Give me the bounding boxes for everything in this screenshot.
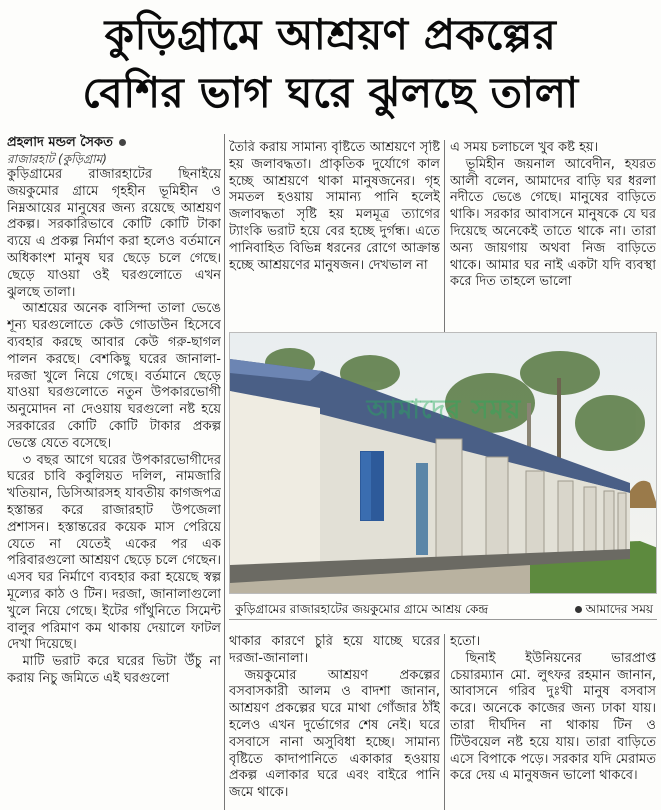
paragraph: ৩ বছর আগে ঘরের উপকারভোগীদের ঘরের চাবি কবুলিয়ত দলিল, নামজারি খতিয়ান, ডিসিআরসহ যাবতীয় কাগজপত্র হস্তান্তর করে রাজারহাট উপজেলা প্রশাসন। হস্তান্তরের কয়েক মাস পেরিয়ে যেতে না যেতেই একের পর এক পরিবারগুলো আশ্রয়ণ ছেড়ে চলে গেছেন। এসব ঘর নির্মাণে ব্যবহার করা হয়েছে স্বল্প মূল্যের কাঠ ও টিন। দরজা, জানালাগুলো খুলে নিয়ে গেছে। ইটের গাঁথুনিতে সিমেন্ট বালুর পরিমাণ কম থাকায় দেয়ালে ফাটল দেখা দিয়েছে। — [7, 452, 221, 653]
column-divider — [224, 134, 225, 810]
article-column-2-bottom — [229, 634, 440, 810]
caption-text: কুড়িগ্রামের রাজারহাটের জয়কুমোর গ্রামে আশ্রয় কেন্দ্র — [235, 602, 489, 616]
column-divider — [444, 634, 445, 810]
watermark-logo: আমাদের সময় — [366, 395, 522, 425]
paragraph: মাটি ভরাট করে ঘরের ভিটা উঁচু না করায় নিচু জমিতে এই ঘরগুলো — [7, 654, 221, 686]
news-photo — [229, 332, 657, 594]
paragraph: এ সময় চলাচলে খুব কষ্ট হয়। — [450, 140, 599, 155]
headline-line-1: কুড়িগ্রামে আশ্রয়ণ প্রকল্পের — [104, 10, 557, 59]
paragraph: থাকার কারণে চুরি হয়ে যাচ্ছে ঘরের দরজা-জানালা। — [229, 634, 440, 666]
paragraph: জয়কুমোর আশ্রয়ণ প্রকল্পের বসবাসকারী আলম ও বাদশা জানান, আশ্রয়ণ প্রকল্পের ঘরে মাথা গোঁজার ঠাঁই হলেও এখন দুর্ভোগের শেষ নেই। ঘরে বসবাসে নানা অসুবিধা হচ্ছে। সামান্য বৃষ্টিতে কাদাপানিতে একাকার হওয়ায় প্রকল্প এলাকার ঘরে এবং বাইরে পানি জমে থাকে। — [229, 667, 440, 801]
credit-text: আমাদের সময় — [585, 602, 653, 616]
byline — [7, 134, 221, 151]
headline-line-2: বেশির ভাগ ঘরে ঝুলছে তালা — [82, 68, 579, 117]
article-column-3 — [450, 140, 656, 336]
article-column-2 — [229, 140, 440, 336]
paragraph: হতো। — [450, 634, 481, 649]
article-column-1 — [7, 134, 221, 810]
photo-credit — [575, 598, 653, 620]
paragraph: আশ্রয়ের অনেক বাসিন্দা তালা ভেঙে শূন্য ঘরগুলোতে কেউ গোডাউন হিসেবে ব্যবহার করছে আবার কেউ গরু-ছাগল পালন করছে। বেশকিছু ঘরের জানালা-দরজা খুলে নিয়ে গেছে। বর্তমানে ছেড়ে যাওয়া ঘরগুলোতে নতুন উপকারভোগী অনুমোদন না দেওয়ায় ঘরগুলো নষ্ট হয়ে সরকারের কোটি কোটি টাকার প্রকল্প ভেস্তে যেতে বসেছে। — [7, 301, 221, 451]
column-divider — [444, 140, 445, 336]
paragraph: ভূমিহীন জয়নাল আবেদীন, হযরত আলী বলেন, আমাদের বাড়ি ঘর ধরলা নদীতে ভেঙে গেছে। মানুষের বাড়িতে থাকি। সরকার আবাসনে মানুষকে যে ঘর দিয়েছে অনেকেই তাতে থাকে না। তারা অন্য জায়গায় অথবা নিজ বাড়িতে থাকে। আমার ঘর নাই একটা যদি ব্যবস্থা করে দিত তাহলে ভালো — [450, 156, 656, 290]
paragraph: ছিনাই ইউনিয়নের ভারপ্রাপ্ত চেয়ারম্যান মো. লুৎফর রহমান জানান, আবাসনে গরিব দুঃখী মানুষ বসবাস করে। অনেকে কাজের জন্য ঢাকা যায়। তারা দীর্ঘদিন না থাকায় টিন ও টিউবয়েল নষ্ট হয়ে যায়। তারা বাড়িতে এসে বিপাকে পড়ে। সরকার যদি মেরামত করে দেয় এ মানুষজন ভালো থাকবে। — [450, 650, 656, 784]
paragraph: কুড়িগ্রামের রাজারহাটের ছিনাইয়ে জয়কুমোর গ্রামে গৃহহীন ভূমিহীন ও নিম্নআয়ের মানুষের জন্য রয়েছে আশ্রয়ণ প্রকল্প। সরকারিভাবে কোটি কোটি টাকা ব্যয়ে এ প্রকল্প নির্মাণ করা হলেও বর্তমানে অধিকাংশ মানুষ ঘর ছেড়ে চলে গেছে। ছেড়ে যাওয়া ওই ঘরগুলোতে এখন ঝুলছে তালা। — [7, 167, 221, 300]
photo-caption — [229, 598, 657, 620]
paragraph: তৈরি করায় সামান্য বৃষ্টিতে আশ্রয়ণে সৃষ্টি হয় জলাবদ্ধতা। প্রাকৃতিক দুর্যোগে কাল হচ্ছে আশ্রয়ণে থাকা মানুষজনের। গৃহ সমতল হওয়ায় সামান্য পানি হলেই জলাবদ্ধতা সৃষ্টি হয় মলমূত্র ত্যাগের ট্যাংকি ভরাট হয়ে বের হচ্ছে দুর্গন্ধ। এতে পানিবাহিত বিভিন্ন ধরনের রোগে আক্রান্ত হচ্ছে আশ্রয়ণের মানুষজন। দেখভাল না — [229, 140, 440, 273]
author-name: প্রহলাদ মন্ডল সৈকত — [7, 135, 113, 150]
dateline: রাজারহাট (কুড়িগ্রাম) — [7, 152, 107, 166]
bullet-icon — [575, 606, 582, 613]
bullet-icon — [119, 139, 126, 146]
shelter-building-photo — [230, 333, 657, 594]
article-column-3-bottom — [450, 634, 656, 810]
